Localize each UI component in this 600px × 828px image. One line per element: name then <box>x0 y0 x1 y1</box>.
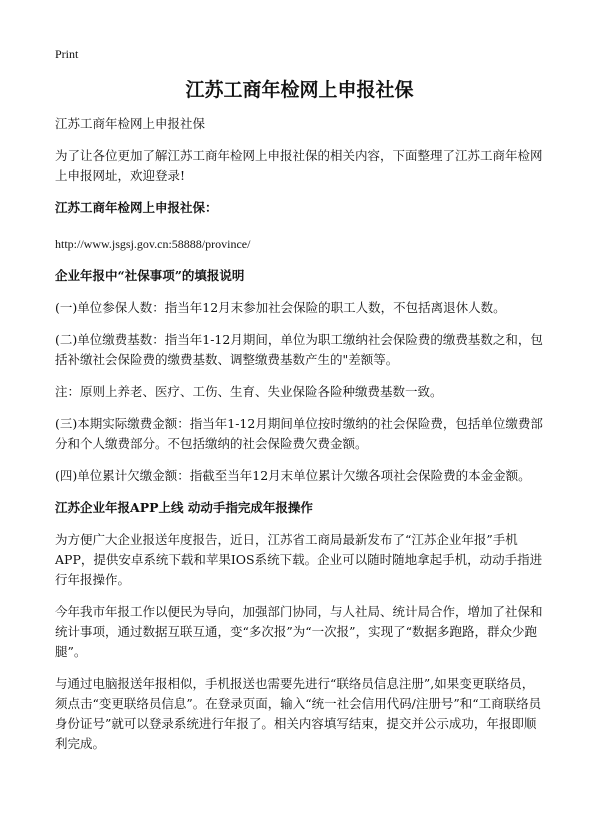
item-arrears: (四)单位累计欠缴金额：指截至当年12月末单位累计欠缴各项社会保险费的本金金额。 <box>55 468 531 483</box>
item-insured-count: (一)单位参保人数：指当年12月末参加社会保险的职工人数，不包括离退休人数。 <box>55 300 506 315</box>
app-paragraph-1: 为方便广大企业报送年度报告，近日，江苏省工商局最新发布了“江苏企业年报”手机APP，提供安卓系统下载和苹果IOS系统下载。企业可以随时随地拿起手机，动动手指进行年报操作。 <box>55 532 543 587</box>
website-url: http://www.jsgsj.gov.cn:58888/province/ <box>55 237 251 251</box>
subtitle-paragraph: 江苏工商年检网上申报社保 <box>55 116 206 131</box>
section-heading-url: 江苏工商年检网上申报社保： <box>55 200 218 215</box>
intro-paragraph: 为了让各位更加了解江苏工商年检网上申报社保的相关内容，下面整理了江苏工商年检网上申报网址，欢迎登录! <box>55 148 543 183</box>
app-paragraph-3: 与通过电脑报送年报相似，手机报送也需要先进行“联络员信息注册”,如果变更联络员，须点击“变更联络员信息”。在登录页面，输入“统一社会信用代码/注册号”和“工商联络员身份证号”就可以登录系统进行年报了。相关内容填写结束，提交并公示成功，年报即顺利完成。 <box>55 676 542 751</box>
item-actual-payment: (三)本期实际缴费金额：指当年1-12月期间单位按时缴纳的社会保险费，包括单位缴费部分和个人缴费部分。不包括缴纳的社会保险费欠费金额。 <box>55 416 543 451</box>
print-label: Print <box>55 47 79 61</box>
section-heading-social-security: 企业年报中“社保事项”的填报说明 <box>55 268 245 283</box>
app-paragraph-2: 今年我市年报工作以便民为导向，加强部门协同，与人社局、统计局合作，增加了社保和统计事项，通过数据互联互通，变“多次报”为“一次报”，实现了“数据多跑路，群众少跑腿”。 <box>55 604 543 659</box>
section-heading-app: 江苏企业年报APP上线 动动手指完成年报操作 <box>55 500 313 515</box>
document-title: 江苏工商年检网上申报社保 <box>185 79 414 101</box>
item-contribution-base: (二)单位缴费基数：指当年1-12月期间，单位为职工缴纳社会保险费的缴费基数之和，包括补缴社会保险费的缴费基数、调整缴费基数产生的"差额等。 <box>55 332 543 367</box>
note-paragraph: 注：原则上养老、医疗、工伤、生育、失业保险各险种缴费基数一致。 <box>55 384 443 399</box>
